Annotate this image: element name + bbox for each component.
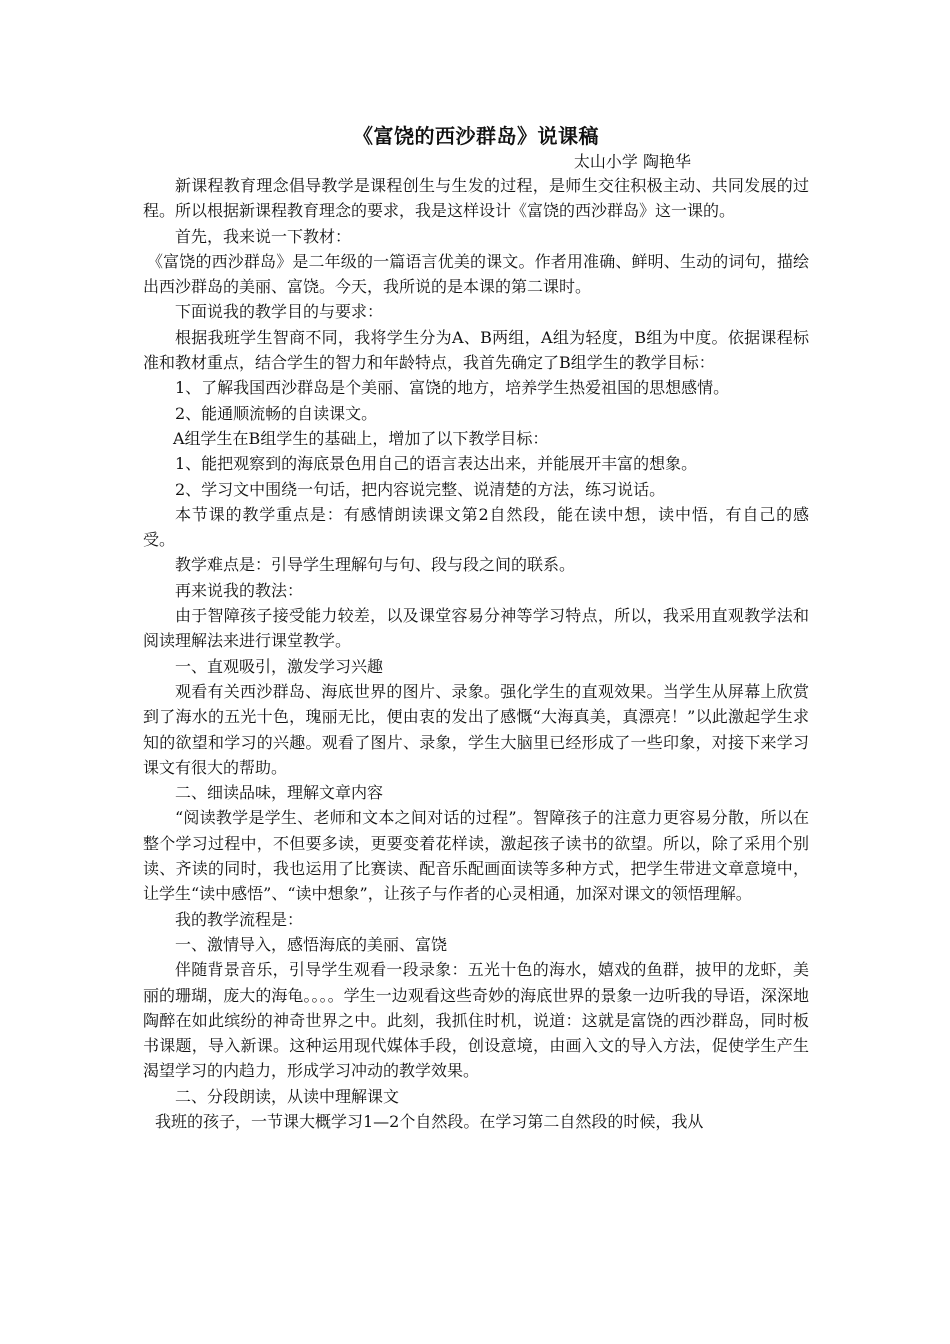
paragraph-a-goal-2: 2、学习文中围绕一句话，把内容说完整、说清楚的方法，练习说话。 [175,479,666,499]
paragraph-flow-2: 我班的孩子，一节课大概学习1—2个自然段。在学习第二自然段的时候，我从 [155,1111,704,1131]
document-title: 《富饶的西沙群岛》说课稿 [353,124,599,148]
paragraph-a-goals-heading: A组学生在B组学生的基础上，增加了以下教学目标： [173,428,549,448]
paragraph-groups: 根据我班学生智商不同，我将学生分为A、B两组，A组为轻度，B组为中度。依据课程标准和教材重点，结合学生的智力和年龄特点，我首先确定了B组学生的教学目标： [143,327,809,373]
paragraph-intro: 新课程教育理念倡导教学是课程创生与生发的过程，是师生交往积极主动、共同发展的过程。所以根据新课程教育理念的要求，我是这样设计《富饶的西沙群岛》这一课的。 [143,176,809,221]
paragraph-b-goal-1: 1、了解我国西沙群岛是个美丽、富饶的地方，培养学生热爱祖国的思想感情。 [175,378,730,398]
paragraph-flow-heading: 我的教学流程是： [175,909,304,929]
paragraph-section-1: 观看有关西沙群岛、海底世界的图片、录象。强化学生的直观效果。当学生从屏幕上欣赏到了海水的五光十色，瑰丽无比，便由衷的发出了感慨“大海真美，真漂亮！”以此激起学生求知的欲望和学习的兴趣。观看了图片、录象，学生大脑里已经形成了一些印象，对接下来学习课文有很大的帮助。 [143,681,809,777]
paragraph-method-heading: 再来说我的教法： [175,580,304,600]
paragraph-method: 由于智障孩子接受能力较差，以及课堂容易分神等学习特点，所以，我采用直观教学法和阅读理解法来进行课堂教学。 [143,606,809,651]
paragraph-flow-1: 伴随背景音乐，引导学生观看一段录象：五光十色的海水，嬉戏的鱼群，披甲的龙虾，美丽的珊瑚，庞大的海龟。。。。学生一边观看这些奇妙的海底世界的景象一边听我的导语，深深地陶醉在如此缤纷的神奇世界之中。此刻，我抓住时机，说道：这就是富饶的西沙群岛，同时板书课题，导入新课。这种运用现代媒体手段，创设意境，由画入文的导入方法，促使学生产生渴望学习的内趋力，形成学习冲动的教学效果。 [143,960,809,1081]
author-byline: 太山小学 陶艳华 [573,152,691,171]
paragraph-b-goal-2: 2、能通顺流畅的自读课文。 [175,403,378,423]
paragraph-flow-2-heading: 二、分段朗读，从读中理解课文 [175,1086,400,1106]
paragraph-textbook: 《富饶的西沙群岛》是二年级的一篇语言优美的课文。作者用准确、鲜明、生动的词句，描绘出西沙群岛的美丽、富饶。今天，我所说的是本课的第二课时。 [143,251,809,297]
paragraph-section-2: “阅读教学是学生、老师和文本之间对话的过程”。智障孩子的注意力更容易分散，所以在整个学习过程中，不但要多读，更要变着花样读，激起孩子读书的欲望。所以，除了采用个别读、齐读的同时，我也运用了比赛读、配音乐配画面读等多种方式，把学生带进文章意境中，让学生“读中感悟”、“读中想象”，让孩子与作者的心灵相通，加深对课文的领悟理解。 [143,808,809,904]
document-page [143,122,809,1134]
paragraph-textbook-heading: 首先，我来说一下教材： [175,226,352,246]
paragraph-section-2-heading: 二、细读品味，理解文章内容 [175,783,384,803]
paragraph-a-goal-1: 1、能把观察到的海底景色用自己的语言表达出来，并能展开丰富的想象。 [175,454,698,474]
paragraph-difficulty: 教学难点是：引导学生理解句与句、段与段之间的联系。 [175,555,576,575]
paragraph-flow-1-heading: 一、激情导入，感悟海底的美丽、富饶 [175,934,448,954]
paragraph-section-1-heading: 一、直观吸引，激发学习兴趣 [175,656,384,676]
paragraph-key-point: 本节课的教学重点是：有感情朗读课文第2自然段，能在读中想，读中悟，有自己的感受。 [143,504,809,550]
paragraph-goals-heading: 下面说我的教学目的与要求： [175,302,384,322]
